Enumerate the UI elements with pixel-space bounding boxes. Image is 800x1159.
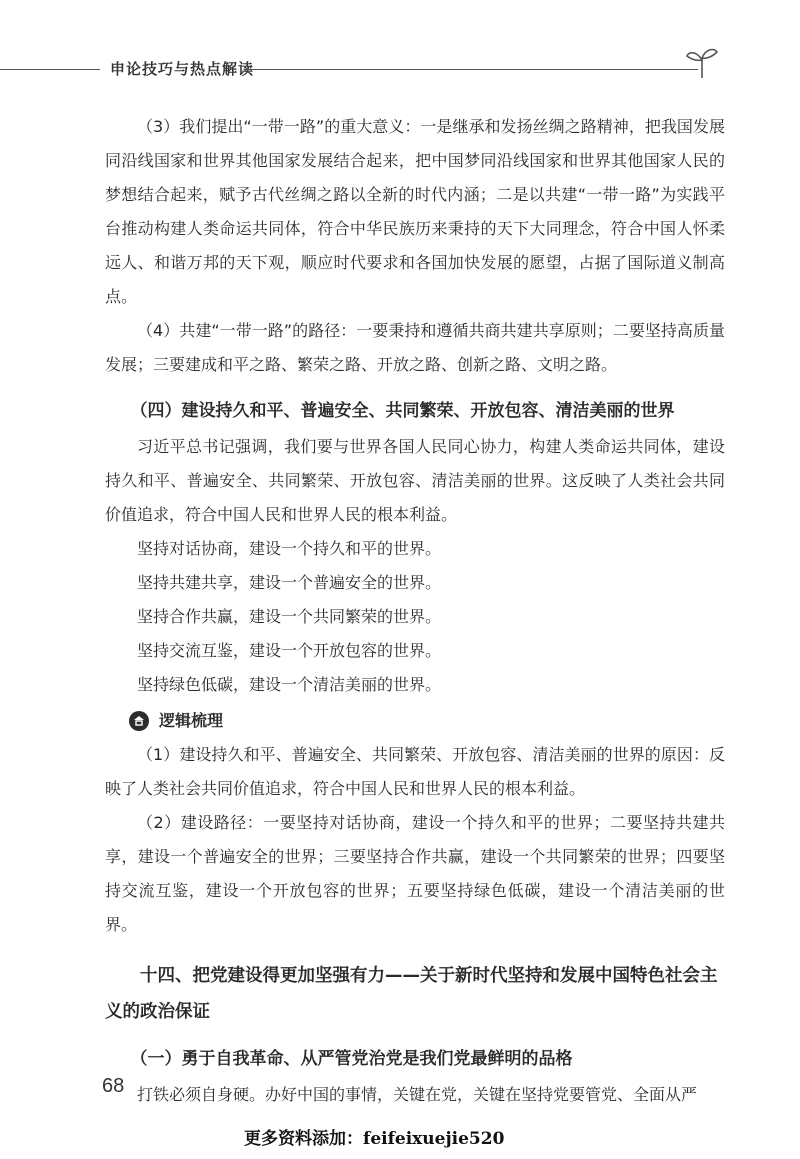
book-title: 申论技巧与热点解读 (110, 60, 255, 78)
footer-note: 更多资料添加：feifeixuejie520 (244, 1129, 505, 1149)
list-item: 坚持合作共赢，建设一个共同繁荣的世界。 (137, 607, 442, 626)
paragraph-construction-path: （2）建设路径：一要坚持对话协商，建设一个持久和平的世界；二要坚持共建共享，建设一个普遍安全的世界；三要坚持合作共赢，建设一个共同繁荣的世界；四要坚持交流互鉴，建设一个开放包容的世界；五要坚持绿色低碳，建设一个清洁美丽的世界。 (105, 813, 725, 934)
header-rule-left (0, 69, 100, 70)
page-header (0, 48, 800, 88)
paragraph-belt-road-significance: （3）我们提出“一带一路”的重大意义：一是继承和发扬丝绸之路精神，把我国发展同沿线国家和世界其他国家发展结合起来，把中国梦同沿线国家和世界其他国家人民的梦想结合起来，赋予古代丝绸之路以全新的时代内涵；二是以共建“一带一路”为实践平台推动构建人类命运共同体，符合中华民族历来秉持的天下大同理念，符合中国人怀柔远人、和谐万邦的天下观，顺应时代要求和各国加快发展的愿望，占据了国际道义制高点。 (105, 117, 725, 306)
paragraph-self-discipline: 打铁必须自身硬。办好中国的事情，关键在党，关键在坚持党要管党、全面从严 (137, 1085, 698, 1104)
header-rule-right (246, 69, 698, 70)
paragraph-belt-road-path: （4）共建“一带一路”的路径：一要秉持和遵循共商共建共享原则；二要坚持高质量发展；三要建成和平之路、繁荣之路、开放之路、创新之路、文明之路。 (105, 321, 725, 374)
logic-icon (129, 711, 149, 731)
paragraph-reason: （1）建设持久和平、普遍安全、共同繁荣、开放包容、清洁美丽的世界的原因：反映了人类社会共同价值追求，符合中国人民和世界人民的根本利益。 (105, 745, 725, 798)
section-one-title: （一）勇于自我革命、从严管党治党是我们党最鲜明的品格 (130, 1049, 573, 1069)
chapter-fourteen-title: 十四、把党建设得更加坚强有力——关于新时代坚持和发展中国特色社会主义的政治保证 (105, 966, 718, 1022)
list-item: 坚持对话协商，建设一个持久和平的世界。 (137, 539, 442, 558)
logic-summary-label: 逻辑梳理 (159, 711, 224, 730)
paragraph-xi-emphasis: 习近平总书记强调，我们要与世界各国人民同心协力，构建人类命运共同体，建设持久和平、普遍安全、共同繁荣、开放包容、清洁美丽的世界。这反映了人类社会共同价值追求，符合中国人民和世界人民的根本利益。 (105, 437, 725, 524)
logic-summary-heading (105, 704, 725, 738)
list-item: 坚持交流互鉴，建设一个开放包容的世界。 (137, 641, 442, 660)
sprout-icon (682, 44, 722, 80)
section-four-title: （四）建设持久和平、普遍安全、共同繁荣、开放包容、清洁美丽的世界 (130, 401, 675, 421)
list-item: 坚持共建共享，建设一个普遍安全的世界。 (137, 573, 442, 592)
page-number: 68 (102, 1075, 125, 1097)
page-body (105, 110, 725, 1112)
list-item: 坚持绿色低碳，建设一个清洁美丽的世界。 (137, 675, 442, 694)
